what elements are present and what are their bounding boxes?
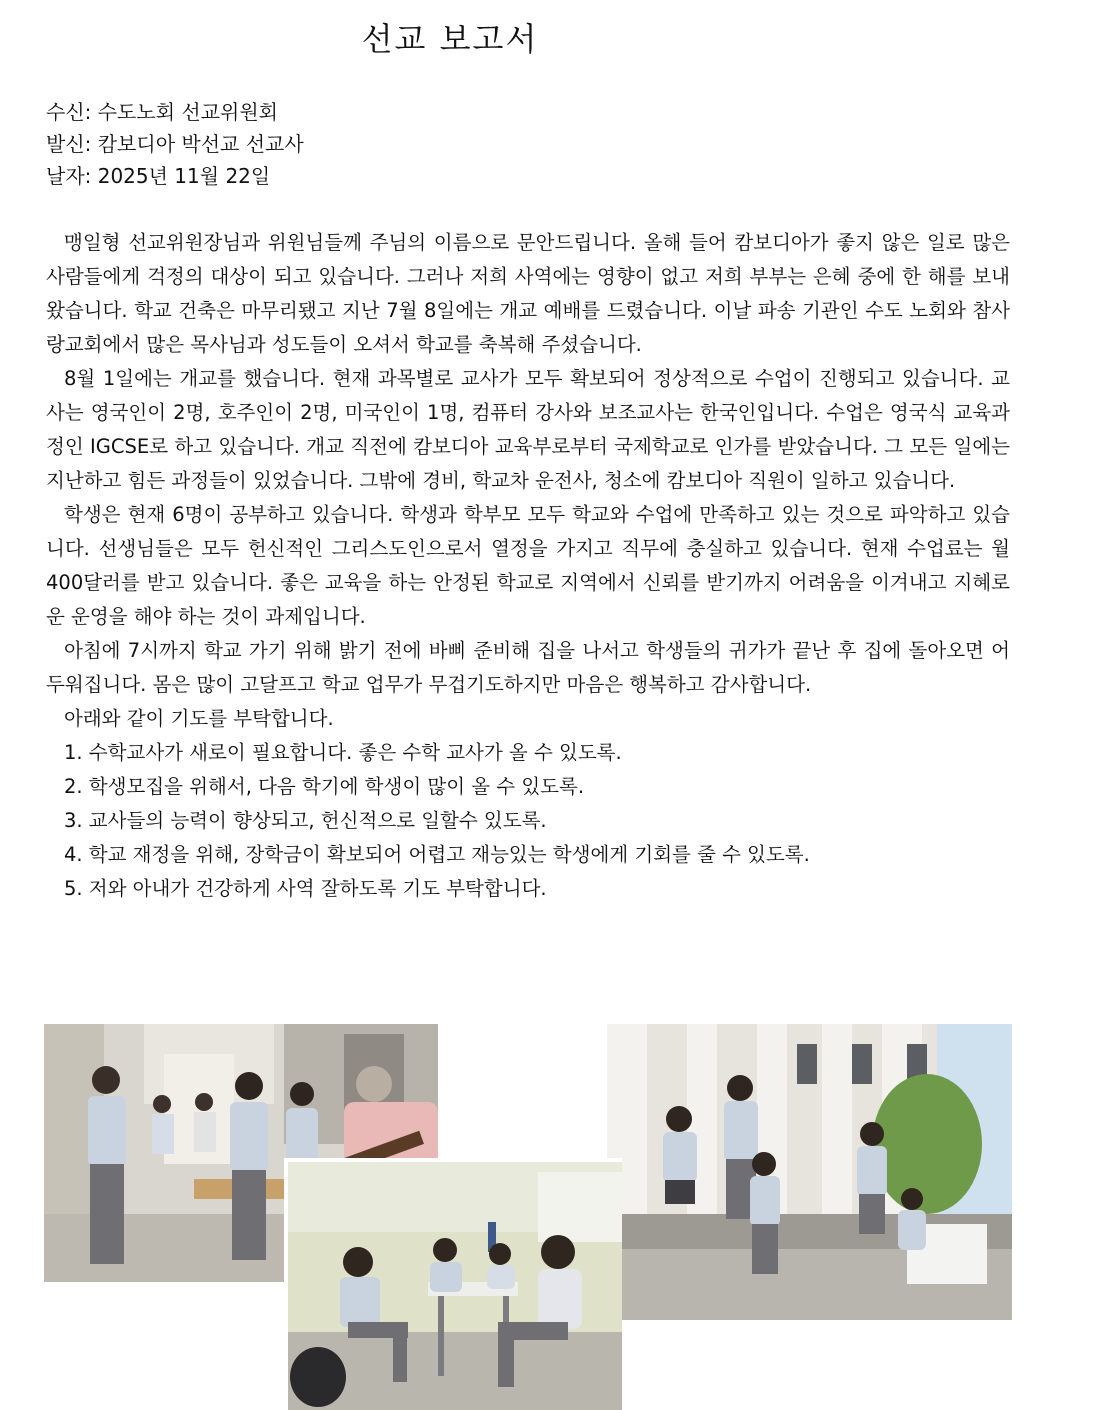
paragraph-greeting: 맹일형 선교위원장님과 위원님들께 주님의 이름으로 문안드립니다. 올해 들어 캄보디아가 좋지 않은 일로 많은 사람들에게 걱정의 대상이 되고 있습니다. 그러나 저희 사역에는 영향이 없고 저희 부부는 은혜 중에 한 해를 보내왔습니다. 학교 건축은 마무리됐고 지난 7월 8일에는 개교 예배를 드렸습니다. 이날 파송 기관인 수도 노회와 참사랑교회에서 많은 목사님과 성도들이 오셔서 학교를 축복해 주셨습니다.: [46, 231, 1010, 356]
sender-line: 발신: 캄보디아 박선교 선교사: [46, 132, 304, 156]
prayer-item: 4. 학교 재정을 위해, 장학금이 확보되어 어렵고 재능있는 학생에게 기회를 줄 수 있도록.: [64, 843, 810, 866]
prayer-intro: 아래와 같이 기도를 부탁합니다.: [64, 707, 334, 730]
recipient-line: 수신: 수도노회 선교위원회: [46, 100, 278, 124]
prayer-list: [46, 736, 1010, 906]
date-line: 날자: 2025년 11월 22일: [46, 164, 271, 188]
paragraph-school-opening: 8월 1일에는 개교를 했습니다. 현재 과목별로 교사가 모두 확보되어 정상적으로 수업이 진행되고 있습니다. 교사는 영국인이 2명, 호주인이 2명, 미국인이 1명, 컴퓨터 강사와 보조교사는 한국인입니다. 수업은 영국식 교육과정인 IGCSE로 하고 있습니다. 개교 직전에 캄보디아 교육부로부터 국제학교로 인가를 받았습니다. 그 모든 일에는 지난하고 힘든 과정들이 있었습니다. 그밖에 경비, 학교차 운전사, 청소에 캄보디아 직원이 일하고 있습니다.: [46, 367, 1010, 492]
report-body: [46, 226, 1010, 906]
prayer-item: 3. 교사들의 능력이 향상되고, 헌신적으로 일할수 있도록.: [64, 809, 547, 832]
prayer-item: 1. 수학교사가 새로이 필요합니다. 좋은 수학 교사가 올 수 있도록.: [64, 741, 622, 764]
paragraph-daily-life: 아침에 7시까지 학교 가기 위해 밝기 전에 바삐 준비해 집을 나서고 학생들의 귀가가 끝난 후 집에 돌아오면 어두워집니다. 몸은 많이 고달프고 학교 업무가 무겁기도하지만 마음은 행복하고 감사합니다.: [46, 639, 1010, 696]
prayer-item: 5. 저와 아내가 건강하게 사역 잘하도록 기도 부탁합니다.: [64, 877, 547, 900]
document-title: 선교 보고서: [361, 20, 539, 58]
prayer-item: 2. 학생모집을 위해서, 다음 학기에 학생이 많이 올 수 있도록.: [64, 775, 585, 798]
photo-students-outdoors: [607, 1024, 1012, 1320]
photo-students-seated: [284, 1158, 622, 1410]
paragraph-students: 학생은 현재 6명이 공부하고 있습니다. 학생과 학부모 모두 학교와 수업에 만족하고 있는 것으로 파악하고 있습니다. 선생님들은 모두 헌신적인 그리스도인으로서 열정을 가지고 직무에 충실하고 있습니다. 현재 수업료는 월 400달러를 받고 있습니다. 좋은 교육을 하는 안정된 학교로 지역에서 신뢰를 받기까지 어려움을 이겨내고 지혜로운 운영을 해야 하는 것이 과제입니다.: [46, 503, 1010, 628]
document-header: [46, 96, 304, 192]
